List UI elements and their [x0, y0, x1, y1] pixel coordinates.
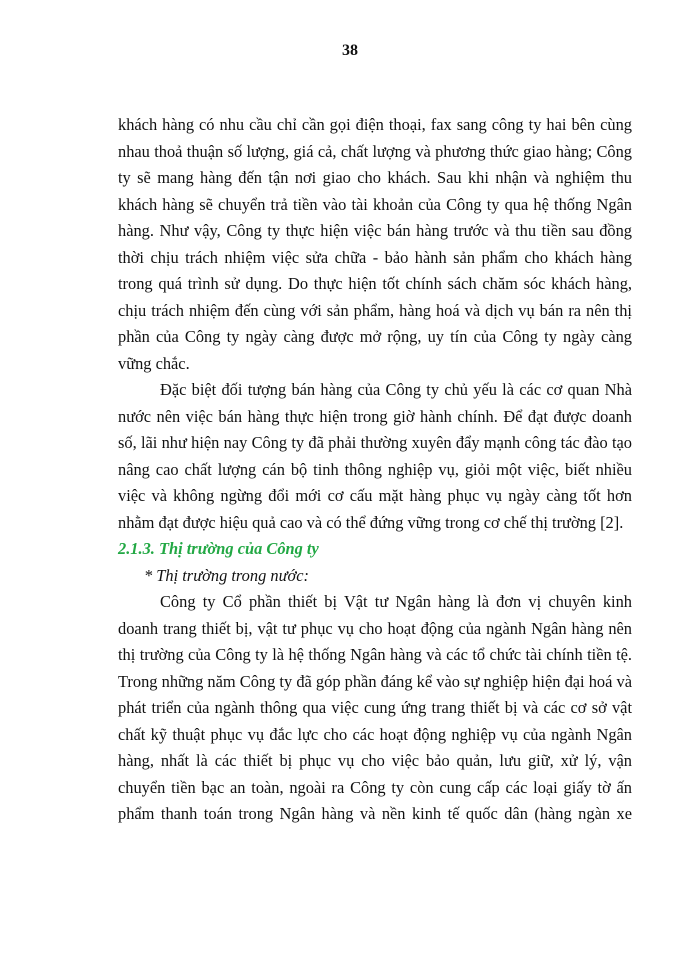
- text-line: ty sẽ mang hàng đến tận nơi giao cho khách. Sau khi nhận và nghiệm thu: [118, 168, 632, 187]
- text-line: số, lãi như hiện nay Công ty đã phải thường xuyên đẩy mạnh công tác đào tạo: [118, 433, 632, 452]
- text-line: nước nên việc bán hàng thực hiện trong giờ hành chính. Để đạt được doanh: [118, 406, 632, 426]
- text-line: việc và không ngừng đổi mới cơ cấu mặt hàng phục vụ ngày càng tốt hơn: [118, 486, 632, 505]
- text-line: chịu trách nhiệm đến cùng với sản phẩm, hàng hoá và dịch vụ bán ra nên thị: [118, 300, 632, 320]
- text-line: phần của Công ty ngày càng được mở rộng, uy tín của Công ty ngày càng: [118, 327, 632, 346]
- text-line: phát triển của ngành thông qua việc cung ứng trang thiết bị và các cơ sở vật: [118, 698, 632, 717]
- text-line: nhằm đạt được hiệu quả cao và có thể đứng vững trong cơ chế thị trường [2].: [118, 512, 624, 532]
- text-line: khách hàng sẽ chuyển trả tiền vào tài khoản của Công ty qua hệ thống Ngân: [118, 194, 632, 214]
- text-line: thị trường của Công ty là hệ thống Ngân hàng và các tổ chức tài chính tiền tệ.: [118, 645, 632, 664]
- text-line: vững chắc.: [118, 353, 190, 373]
- text-line: Công ty Cổ phần thiết bị Vật tư Ngân hàng là đơn vị chuyên kinh: [160, 592, 632, 611]
- text-line: phẩm thanh toán trong Ngân hàng và nền kinh tế quốc dân (hàng ngàn xe: [118, 804, 632, 823]
- text-line: Trong những năm Công ty đã góp phần đáng kể vào sự nghiệp hiện đại hoá và: [118, 671, 632, 691]
- page-number: 38: [342, 42, 358, 59]
- text-line: khách hàng có nhu cầu chỉ cần gọi điện thoại, fax sang công ty hai bên cùng: [118, 115, 632, 134]
- text-line: chất kỹ thuật phục vụ đắc lực cho các hoạt động nghiệp vụ của ngành Ngân: [118, 724, 632, 744]
- section-heading: 2.1.3. Thị trường của Công ty: [118, 539, 319, 558]
- text-line: hàng, nhất là các thiết bị phục vụ cho việc bảo quản, lưu giữ, xử lý, vận: [118, 751, 632, 770]
- text-line: chuyển tiền bạc an toàn, ngoài ra Công ty còn cung cấp các loại giấy tờ ấn: [118, 777, 632, 797]
- text-line: hàng. Như vậy, Công ty thực hiện việc bán hàng trước và thu tiền sau đồng: [118, 221, 632, 240]
- text-line: nâng cao chất lượng cán bộ tinh thông nghiệp vụ, giỏi một việc, biết nhiều: [118, 459, 632, 479]
- subheading: * Thị trường trong nước:: [144, 565, 309, 585]
- text-line: nhau thoả thuận số lượng, giá cả, chất lượng và phương thức giao hàng; Công: [118, 141, 632, 161]
- text-line: trong quá trình sử dụng. Do thực hiện tốt chính sách chăm sóc khách hàng,: [118, 274, 632, 293]
- body-text: [118, 112, 632, 828]
- text-line: doanh trang thiết bị, vật tư phục vụ cho hoạt động của ngành Ngân hàng nên: [118, 618, 632, 638]
- text-line: Đặc biệt đối tượng bán hàng của Công ty chủ yếu là các cơ quan Nhà: [160, 380, 632, 399]
- text-line: thời chịu trách nhiệm việc sửa chữa - bảo hành sản phẩm cho khách hàng: [118, 247, 632, 267]
